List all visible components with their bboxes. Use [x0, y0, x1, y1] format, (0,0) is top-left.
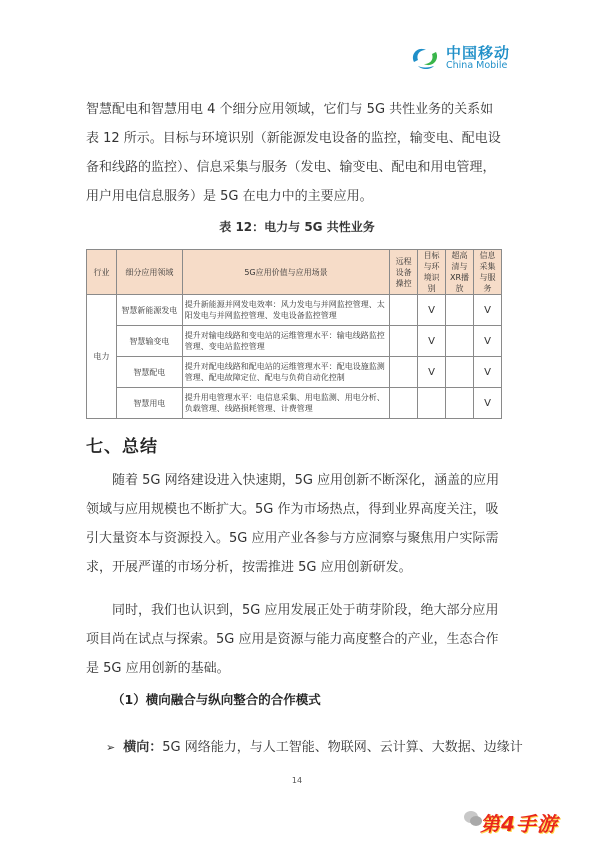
header-value: 5G应用价值与应用场景 [182, 250, 389, 295]
check-cell [390, 326, 418, 357]
check-cell [390, 357, 418, 388]
sub-title: （1）横向融合与纵向整合的合作模式 [112, 692, 321, 707]
arrow-bullet-icon: ➢ [106, 741, 116, 754]
check-cell [418, 388, 446, 419]
watermark-logo: 第4手游 [480, 812, 558, 836]
check-cell: V [473, 388, 501, 419]
summary-paragraph-2: 同时，我们也认识到，5G 应用发展正处于萌芽阶段，绝大部分应用项目尚在试点与探索。5G 应用是资源与能力高度整合的产业，生态合作是 5G 应用创新的基础。 [86, 603, 499, 676]
logo-name-cn: 中国移动 [446, 44, 511, 62]
header-uhd-xr: 超高清与XR播放 [446, 250, 474, 295]
check-cell: V [418, 357, 446, 388]
check-cell [446, 357, 474, 388]
china-mobile-logo-icon [408, 40, 442, 74]
check-cell: V [473, 295, 501, 326]
header-domain: 细分应用领域 [116, 250, 182, 295]
table-title: 表 12：电力与 5G 共性业务 [219, 220, 375, 234]
domain-cell: 智慧新能源发电 [116, 295, 182, 326]
bullet-item [106, 736, 523, 755]
value-cell: 提升用电管理水平：电信息采集、用电监测、用电分析、负载管理、线路损耗管理、计费管理 [182, 388, 389, 419]
summary-paragraph-1: 随着 5G 网络建设进入快速期，5G 应用创新不断深化，涵盖的应用领域与应用规模也不断扩大。5G 作为市场热点，得到业界高度关注，吸引大量资本与资源投入。5G 应用产业各参与方应洞察与聚焦用户实际需求，开展严谨的市场分析，按需推进 5G 应用创新研发。 [86, 473, 500, 575]
page-number: 14 [291, 776, 303, 785]
header-remote-control: 远程设备操控 [390, 250, 418, 295]
check-cell: V [418, 295, 446, 326]
table-row [87, 326, 502, 357]
check-cell [446, 388, 474, 419]
table-row [87, 388, 502, 419]
value-cell: 提升新能源并网发电效率：风力发电与并网监控管理、太阳发电与并网监控管理、发电设备监控管理 [182, 295, 389, 326]
table-row [87, 295, 502, 326]
header-industry: 行业 [87, 250, 117, 295]
logo-name-en: China Mobile [446, 60, 508, 71]
intro-paragraph: 智慧配电和智慧用电 4 个细分应用领域，它们与 5G 共性业务的关系如表 12 所示。目标与环境识别（新能源发电设备的监控，输变电、配电设备和线路的监控）、信息采集与服务（发电、输变电、配电和用电管理，用户用电信息服务）是 5G 在电力中的主要应用。 [86, 102, 501, 204]
value-cell: 提升对输电线路和变电站的运维管理水平：输电线路监控管理、变电站监控管理 [182, 326, 389, 357]
domain-cell: 智慧用电 [116, 388, 182, 419]
check-cell: V [473, 357, 501, 388]
value-cell: 提升对配电线路和配电站的运维管理水平：配电设施监测管理、配电故障定位、配电与负荷自动化控制 [182, 357, 389, 388]
industry-cell: 电力 [87, 295, 117, 419]
domain-cell: 智慧配电 [116, 357, 182, 388]
bullet-text: 5G 网络能力，与人工智能、物联网、云计算、大数据、边缘计 [162, 740, 523, 755]
check-cell [446, 326, 474, 357]
section-title: 七、总结 [86, 437, 158, 457]
check-cell [446, 295, 474, 326]
check-cell [390, 388, 418, 419]
check-cell [390, 295, 418, 326]
header-recognition: 目标与环境识别 [418, 250, 446, 295]
table-header-row [87, 250, 502, 295]
bullet-label: 横向： [123, 740, 163, 755]
header-info-service: 信息采集与服务 [473, 250, 501, 295]
industry-table [86, 249, 502, 419]
china-mobile-logo [408, 40, 528, 74]
table-row [87, 357, 502, 388]
domain-cell: 智慧输变电 [116, 326, 182, 357]
check-cell: V [418, 326, 446, 357]
check-cell: V [473, 326, 501, 357]
